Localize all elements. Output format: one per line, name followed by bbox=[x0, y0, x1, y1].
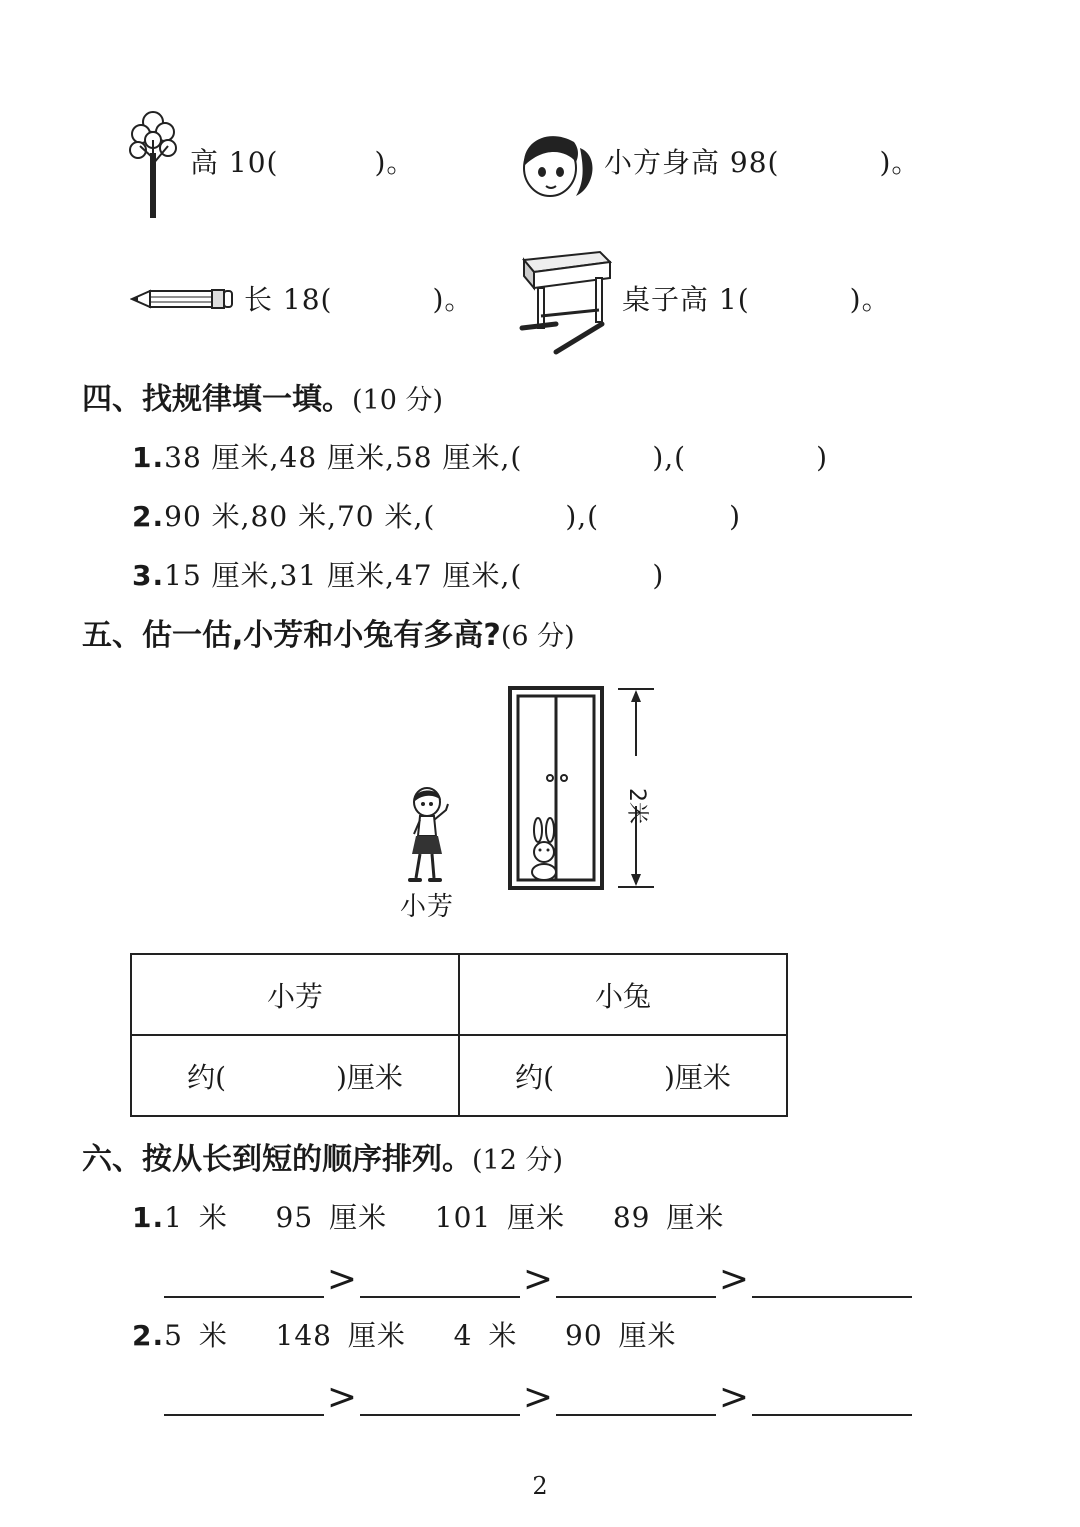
section4-item-3: 3.15 厘米,31 厘米,47 厘米,( ) bbox=[132, 559, 665, 592]
section6-answer-row-2: > > > bbox=[164, 1380, 912, 1416]
answer-blank[interactable] bbox=[752, 1270, 912, 1298]
answer-blank[interactable] bbox=[164, 1388, 324, 1416]
page-number: 2 bbox=[532, 1472, 548, 1500]
table-cell-xiaofang: 约( )厘米 bbox=[131, 1035, 459, 1116]
tree-icon bbox=[128, 108, 180, 220]
pencil-icon bbox=[130, 288, 234, 310]
answer-blank[interactable] bbox=[164, 1270, 324, 1298]
section6-answer-row-1: > > > bbox=[164, 1262, 912, 1298]
answer-blank[interactable] bbox=[556, 1270, 716, 1298]
section4-item-2: 2.90 米,80 米,70 米,( ),( ) bbox=[132, 500, 742, 533]
section6-item-2: 2.5 米 148 厘米 4 米 90 厘米 bbox=[132, 1319, 677, 1352]
answer-blank[interactable] bbox=[360, 1388, 520, 1416]
section4-item-1: 1.38 厘米,48 厘米,58 厘米,( ),( ) bbox=[132, 441, 829, 474]
door-figure bbox=[508, 686, 604, 890]
estimate-table bbox=[130, 953, 788, 1117]
pencil-length-question: 长 18( )。 bbox=[244, 283, 474, 316]
table-header-rabbit: 小兔 bbox=[459, 954, 787, 1035]
xiaofang-figure bbox=[400, 786, 464, 890]
door-height-label: 2米 bbox=[624, 788, 649, 824]
section6-item-1: 1.1 米 95 厘米 101 厘米 89 厘米 bbox=[132, 1201, 725, 1234]
desk-icon bbox=[516, 244, 612, 356]
answer-blank[interactable] bbox=[752, 1388, 912, 1416]
section5-heading: 五、估一估,小芳和小兔有多高?(6 分) bbox=[82, 618, 575, 653]
xiaofang-height-question: 小方身高 98( )。 bbox=[604, 146, 921, 179]
xiaofang-label: 小芳 bbox=[400, 892, 455, 922]
tree-height-question: 高 10( )。 bbox=[190, 146, 416, 179]
table-cell-rabbit: 约( )厘米 bbox=[459, 1035, 787, 1116]
answer-blank[interactable] bbox=[556, 1388, 716, 1416]
table-header-xiaofang: 小芳 bbox=[131, 954, 459, 1035]
answer-blank[interactable] bbox=[360, 1270, 520, 1298]
section6-heading: 六、按从长到短的顺序排列。(12 分) bbox=[82, 1142, 564, 1177]
girl-head-icon bbox=[510, 128, 596, 200]
desk-height-question: 桌子高 1( )。 bbox=[622, 283, 891, 316]
section4-heading: 四、找规律填一填。(10 分) bbox=[82, 382, 444, 417]
